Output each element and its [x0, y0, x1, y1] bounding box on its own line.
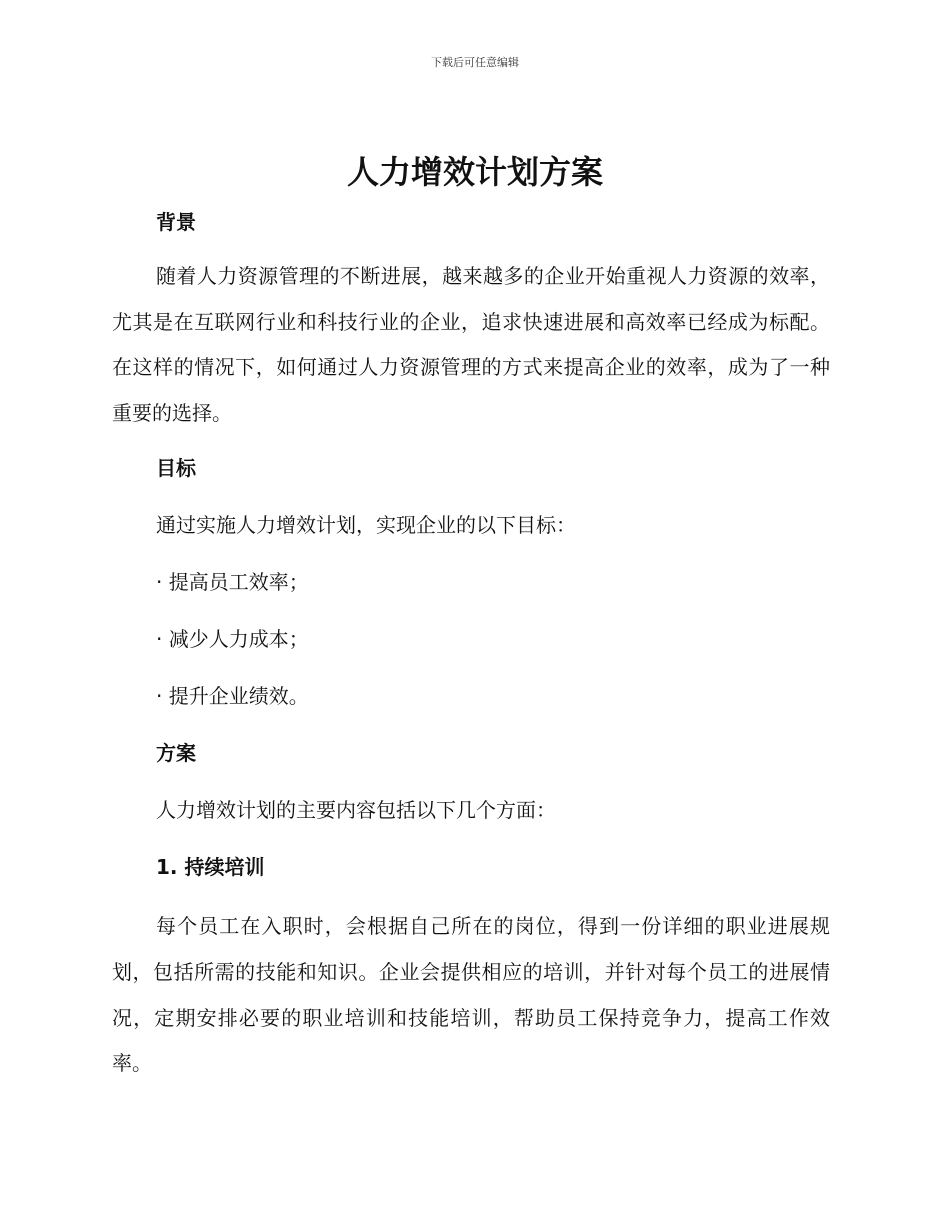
header-note: 下载后可任意编辑 [431, 56, 519, 69]
plan-intro: 人力增效计划的主要内容包括以下几个方面： [156, 798, 556, 823]
goal-item: · 提升企业绩效。 [156, 684, 309, 709]
goal-item: · 减少人力成本； [156, 627, 309, 652]
section-heading-background: 背景 [156, 210, 196, 234]
subsection-heading-training: 1. 持续培训 [156, 855, 265, 880]
section-heading-plan: 方案 [156, 741, 196, 766]
training-paragraph: 每个员工在入职时，会根据自己所在的岗位，得到一份详细的职业进展规划，包括所需的技能和知识。企业会提供相应的培训，并针对每个员工的进展情况，定期安排必要的职业培训和技能培训，帮助员工保持竞争力，提高工作效率。 [112, 914, 830, 1076]
goal-item: · 提高员工效率； [156, 570, 309, 595]
document-title: 人力增效计划方案 [346, 153, 603, 191]
section-heading-goals: 目标 [156, 456, 196, 481]
goals-intro: 通过实施人力增效计划，实现企业的以下目标： [156, 513, 576, 538]
background-paragraph: 随着人力资源管理的不断进展，越来越多的企业开始重视人力资源的效率，尤其是在互联网行业和科技行业的企业，追求快速进展和高效率已经成为标配。在这样的情况下，如何通过人力资源管理的方式来提高企业的效率，成为了一种重要的选择。 [112, 264, 830, 425]
document-body [112, 201, 830, 1087]
